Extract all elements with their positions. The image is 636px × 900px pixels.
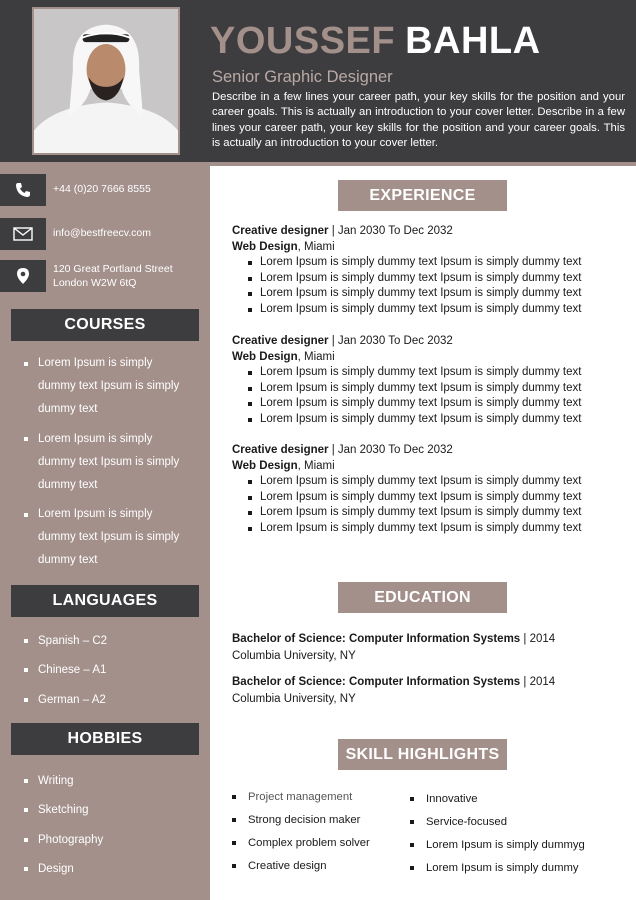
skill-item: Innovative: [410, 791, 585, 814]
education-entry-1: [232, 631, 555, 665]
header-band: [0, 0, 636, 162]
skill-item: Creative design: [232, 858, 370, 881]
phone-number: +44 (0)20 7666 8555: [53, 183, 151, 195]
profile-photo-illustration: [34, 9, 178, 153]
job-bullet: Lorem Ipsum is simply dummy text Ipsum is simply dummy text: [232, 381, 612, 397]
last-name: BAHLA: [405, 20, 541, 62]
address: [53, 262, 173, 290]
first-name: YOUSSEF: [210, 20, 396, 62]
email-address: info@bestfreecv.com: [53, 227, 152, 239]
job-bullet: Lorem Ipsum is simply dummy text Ipsum is simply dummy text: [232, 302, 612, 318]
language-item: German – A2: [0, 692, 107, 721]
language-item: Chinese – A1: [0, 662, 107, 691]
job-bullet: Lorem Ipsum is simply dummy text Ipsum is simply dummy text: [232, 255, 612, 271]
map-pin-icon: [0, 260, 46, 292]
address-line-2: London W2W 6tQ: [53, 277, 137, 289]
courses-heading: COURSES: [11, 309, 199, 341]
job-bullet: Lorem Ipsum is simply dummy text Ipsum is simply dummy text: [232, 271, 612, 287]
skill-item: Project management: [232, 789, 370, 812]
job-bullet: Lorem Ipsum is simply dummy text Ipsum is simply dummy text: [232, 490, 612, 506]
skills-heading: SKILL HIGHLIGHTS: [338, 739, 507, 770]
degree-year: | 2014: [523, 676, 556, 688]
experience-entry-2: [232, 333, 612, 427]
job-bullet: Lorem Ipsum is simply dummy text Ipsum is simply dummy text: [232, 396, 612, 412]
skills-list-left: [232, 789, 370, 881]
phone-icon: [0, 174, 46, 206]
hobbies-list: [0, 773, 103, 890]
experience-entry-1: [232, 223, 612, 317]
hobby-item: Sketching: [0, 802, 103, 831]
course-item: Lorem Ipsum is simply dummy text Ipsum is simply dummy text: [0, 352, 179, 421]
skills-list-right: [410, 791, 585, 883]
languages-list: [0, 633, 107, 721]
job-dates: | Jan 2030 To Dec 2032: [331, 335, 453, 347]
hobby-item: Photography: [0, 832, 103, 861]
profile-photo: [32, 7, 180, 155]
address-line-1: 120 Great Portland Street: [53, 263, 173, 275]
education-heading: EDUCATION: [338, 582, 507, 613]
education-entry-2: [232, 674, 555, 708]
job-role: Creative designer: [232, 444, 329, 456]
course-item: Lorem Ipsum is simply dummy text Ipsum is simply dummy text: [0, 503, 179, 572]
job-bullet: Lorem Ipsum is simply dummy text Ipsum is simply dummy text: [232, 505, 612, 521]
contact-address: [0, 260, 210, 292]
job-bullet: Lorem Ipsum is simply dummy text Ipsum is simply dummy text: [232, 286, 612, 302]
experience-heading: EXPERIENCE: [338, 180, 507, 211]
job-company: Web Design: [232, 460, 298, 472]
school: Columbia University, NY: [232, 693, 356, 705]
language-item: Spanish – C2: [0, 633, 107, 662]
sidebar: [0, 166, 210, 900]
job-dates: | Jan 2030 To Dec 2032: [331, 225, 453, 237]
hobby-item: Writing: [0, 773, 103, 802]
skill-item: Service-focused: [410, 814, 585, 837]
degree-year: | 2014: [523, 633, 556, 645]
experience-entry-3: [232, 442, 612, 536]
intro-paragraph: Describe in a few lines your career path, your key skills for the position and your career goals. This is actually an introduction to your cover letter. Describe in a few lines your career path, your key skills for the position and your career goals. This is actually an introduction to your cover letter.: [212, 91, 625, 149]
languages-heading: LANGUAGES: [11, 585, 199, 617]
job-dates: | Jan 2030 To Dec 2032: [331, 444, 453, 456]
contact-email: [0, 218, 210, 250]
envelope-icon: [0, 218, 46, 250]
course-item: Lorem Ipsum is simply dummy text Ipsum is simply dummy text: [0, 428, 179, 497]
hobbies-heading: HOBBIES: [11, 723, 199, 755]
job-bullet: Lorem Ipsum is simply dummy text Ipsum is simply dummy text: [232, 474, 612, 490]
contact-phone: [0, 174, 210, 206]
job-bullets: [232, 474, 612, 536]
job-company: Web Design: [232, 241, 298, 253]
job-bullet: Lorem Ipsum is simply dummy text Ipsum is simply dummy text: [232, 521, 612, 537]
candidate-name: [210, 18, 541, 64]
degree: Bachelor of Science: Computer Information Systems: [232, 633, 521, 645]
degree: Bachelor of Science: Computer Information Systems: [232, 676, 521, 688]
job-location: , Miami: [297, 351, 335, 363]
skill-item: Strong decision maker: [232, 812, 370, 835]
job-role: Creative designer: [232, 335, 329, 347]
job-location: , Miami: [297, 460, 335, 472]
job-company: Web Design: [232, 351, 298, 363]
job-location: , Miami: [297, 241, 335, 253]
job-bullet: Lorem Ipsum is simply dummy text Ipsum is simply dummy text: [232, 365, 612, 381]
job-bullets: [232, 255, 612, 317]
courses-list: [0, 352, 179, 579]
job-title: Senior Graphic Designer: [212, 68, 393, 86]
skill-item: Lorem Ipsum is simply dummy: [410, 860, 585, 883]
school: Columbia University, NY: [232, 650, 356, 662]
job-bullets: [232, 365, 612, 427]
job-role: Creative designer: [232, 225, 329, 237]
job-bullet: Lorem Ipsum is simply dummy text Ipsum is simply dummy text: [232, 412, 612, 428]
skill-item: Lorem Ipsum is simply dummyg: [410, 837, 585, 860]
hobby-item: Design: [0, 861, 103, 890]
skill-item: Complex problem solver: [232, 835, 370, 858]
